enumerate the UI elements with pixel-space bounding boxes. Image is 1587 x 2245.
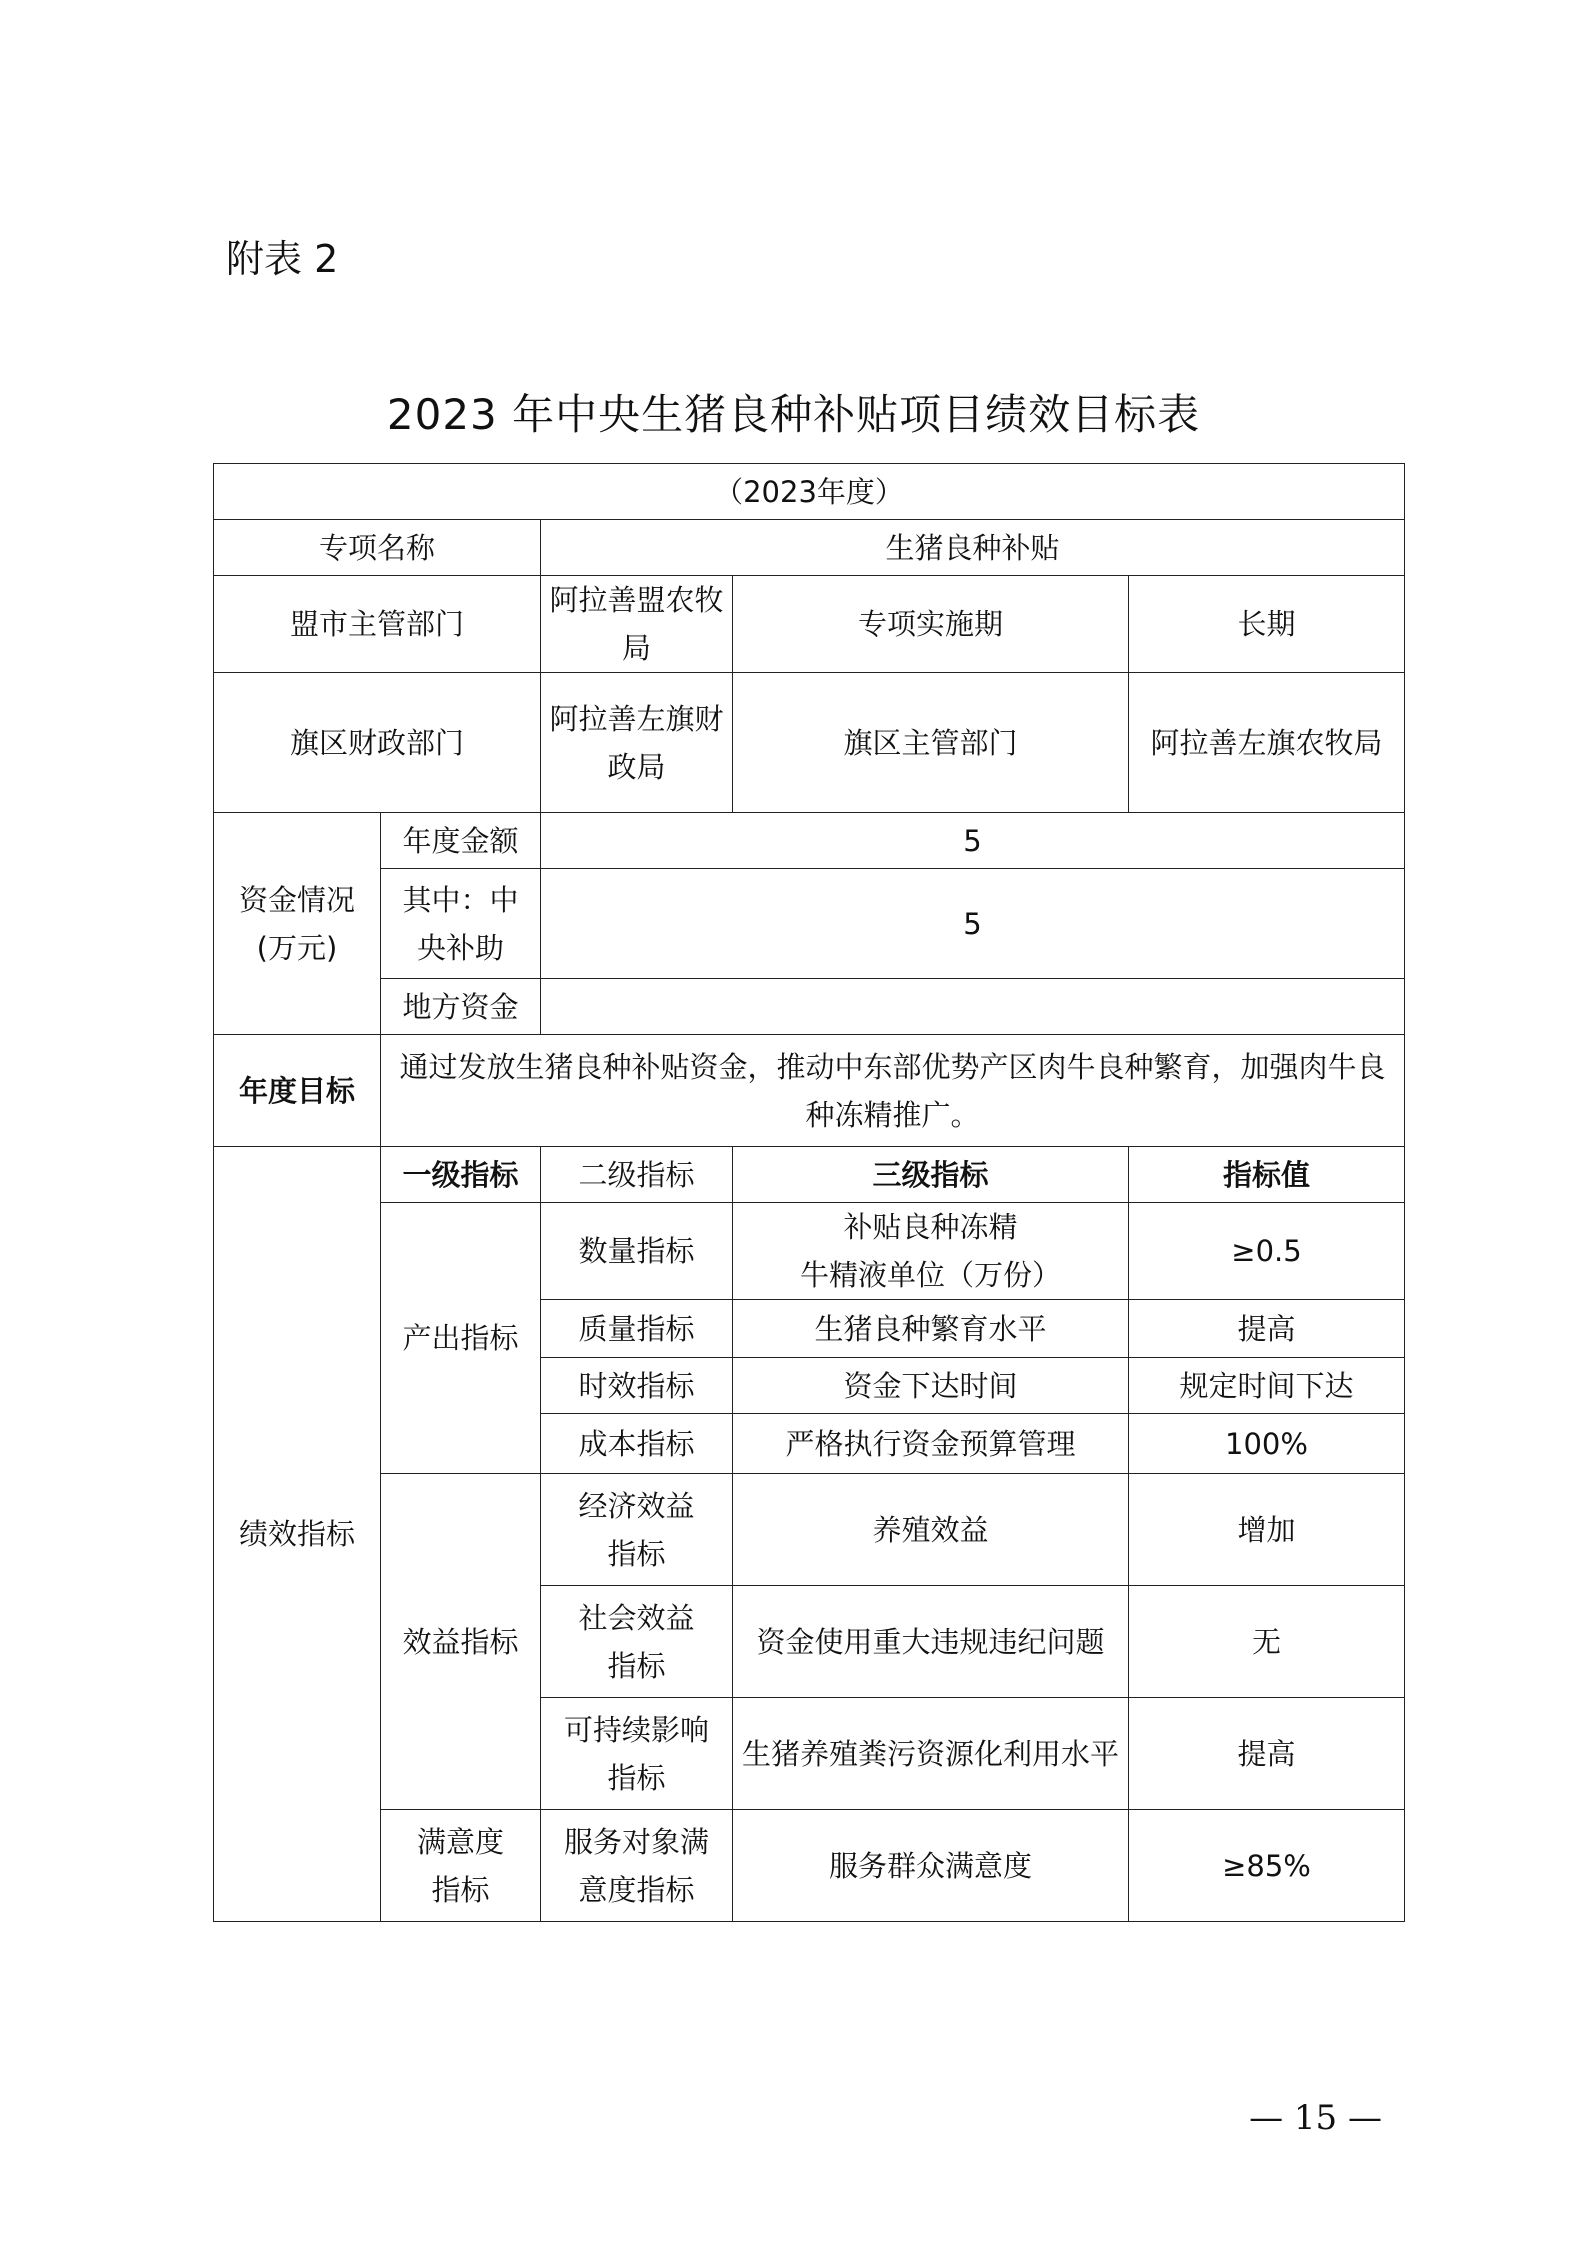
cost-level3: 严格执行资金预算管理 xyxy=(733,1414,1129,1474)
page-title: 2023 年中央生猪良种补贴项目绩效目标表 xyxy=(386,390,1201,439)
header-level2: 二级指标 xyxy=(541,1147,733,1203)
benefit-label: 效益指标 xyxy=(381,1474,541,1810)
quality-level3: 生猪良种繁育水平 xyxy=(733,1300,1129,1358)
central-amount: 5 xyxy=(541,869,1405,979)
project-name-label: 专项名称 xyxy=(214,520,541,576)
timeliness-level2: 时效指标 xyxy=(541,1358,733,1414)
social-level2: 社会效益 指标 xyxy=(541,1586,733,1698)
period-value: 长期 xyxy=(1129,576,1405,673)
county-dept-label: 旗区主管部门 xyxy=(733,673,1129,813)
perf-label: 绩效指标 xyxy=(214,1147,381,1922)
project-name: 生猪良种补贴 xyxy=(541,520,1405,576)
cost-value: 100% xyxy=(1129,1414,1405,1474)
header-value: 指标值 xyxy=(1129,1147,1405,1203)
annual-amount-label: 年度金额 xyxy=(381,813,541,869)
goal-text: 通过发放生猪良种补贴资金，推动中东部优势产区肉牛良种繁育，加强肉牛良种冻精推广。 xyxy=(381,1035,1405,1147)
sustainable-level2: 可持续影响 指标 xyxy=(541,1698,733,1810)
service-value: ≥85% xyxy=(1129,1810,1405,1922)
economic-value: 增加 xyxy=(1129,1474,1405,1586)
local-label: 地方资金 xyxy=(381,979,541,1035)
finance-label: 旗区财政部门 xyxy=(214,673,541,813)
header-level3: 三级指标 xyxy=(733,1147,1129,1203)
social-level3: 资金使用重大违规违纪问题 xyxy=(733,1586,1129,1698)
county-dept-value: 阿拉善左旗农牧局 xyxy=(1129,673,1405,813)
page-number: — 15 — xyxy=(1249,2098,1382,2138)
finance-value: 阿拉善左旗财政局 xyxy=(541,673,733,813)
timeliness-value: 规定时间下达 xyxy=(1129,1358,1405,1414)
goal-label: 年度目标 xyxy=(214,1035,381,1147)
local-amount xyxy=(541,979,1405,1035)
dept-label: 盟市主管部门 xyxy=(214,576,541,673)
service-level3: 服务群众满意度 xyxy=(733,1810,1129,1922)
appendix-label: 附表 2 xyxy=(226,237,339,281)
sustainable-value: 提高 xyxy=(1129,1698,1405,1810)
dept-value: 阿拉善盟农牧局 xyxy=(541,576,733,673)
year-label: （2023年度） xyxy=(214,464,1405,520)
quantity-level2: 数量指标 xyxy=(541,1203,733,1300)
output-label: 产出指标 xyxy=(381,1203,541,1474)
period-label: 专项实施期 xyxy=(733,576,1129,673)
cost-level2: 成本指标 xyxy=(541,1414,733,1474)
header-level1: 一级指标 xyxy=(381,1147,541,1203)
quality-level2: 质量指标 xyxy=(541,1300,733,1358)
economic-level2: 经济效益 指标 xyxy=(541,1474,733,1586)
funds-label: 资金情况 (万元) xyxy=(214,813,381,1035)
quantity-level3: 补贴良种冻精 牛精液单位（万份） xyxy=(733,1203,1129,1300)
annual-amount: 5 xyxy=(541,813,1405,869)
quality-value: 提高 xyxy=(1129,1300,1405,1358)
social-value: 无 xyxy=(1129,1586,1405,1698)
quantity-value: ≥0.5 xyxy=(1129,1203,1405,1300)
performance-table xyxy=(213,463,1405,1922)
sustainable-level3: 生猪养殖粪污资源化利用水平 xyxy=(733,1698,1129,1810)
timeliness-level3: 资金下达时间 xyxy=(733,1358,1129,1414)
satisfaction-label: 满意度 指标 xyxy=(381,1810,541,1922)
economic-level3: 养殖效益 xyxy=(733,1474,1129,1586)
service-level2: 服务对象满 意度指标 xyxy=(541,1810,733,1922)
central-label: 其中：中 央补助 xyxy=(381,869,541,979)
